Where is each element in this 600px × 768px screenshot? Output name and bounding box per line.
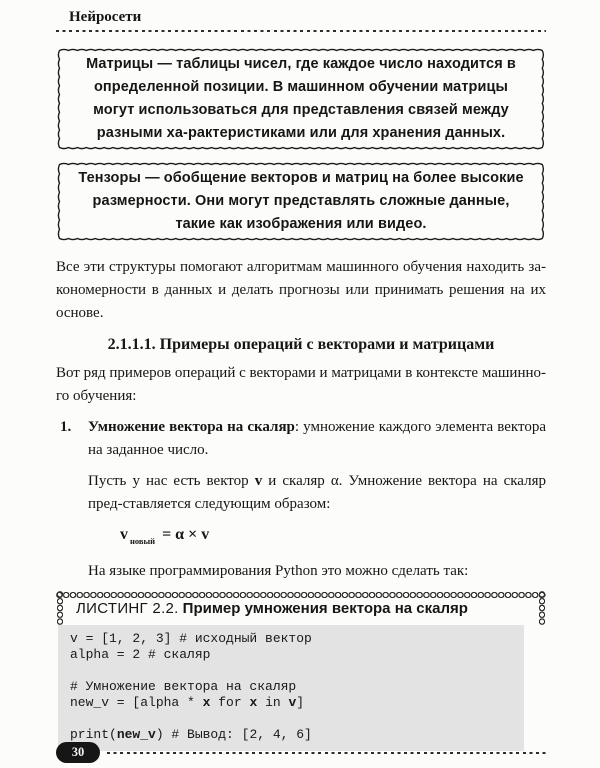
scalar-paragraph: Пусть у нас есть вектор v и скаляр α. Умножение вектора на скаляр пред-ставляется следующим образом:: [88, 473, 546, 512]
listing-title: Пример умножения вектора на скаляр: [182, 600, 468, 617]
definition-box-tensors: [56, 161, 546, 242]
code-line: new_v = [alpha * x for x in v]: [70, 695, 305, 710]
definition-box-matrices: [56, 47, 546, 151]
code-line: # Умножение вектора на скаляр: [70, 679, 297, 694]
vector-scalar-formula: v $_{новый}$ = α × v: [120, 526, 210, 546]
code-line: v = [1, 2, 3] # исходный вектор: [70, 631, 312, 646]
list-item-text: Умножение вектора на скаляр: умножение каждого элемента вектора на заданное число.: [88, 419, 546, 458]
python-intro-paragraph: На языке программирования Python это можно сделать так:: [88, 563, 469, 579]
section-heading: 2.1.1.1. Примеры операций с векторами и матрицами: [107, 336, 495, 353]
list-item-scalar-multiplication: [56, 416, 546, 462]
code-line: [70, 663, 512, 679]
definition-text: — таблицы чисел, где каждое число находится в определенной позиции. В машинном обучении матрицы могут использоваться для представления связей между разными ха-рактеристиками или для хранения данных.: [93, 56, 516, 141]
list-number: 1.: [60, 419, 72, 435]
header-divider: [56, 30, 546, 32]
footer-divider: [107, 752, 546, 754]
code-line: print(new_v) # Вывод: [2, 4, 6]: [70, 727, 312, 742]
running-header: Нейросети: [69, 9, 142, 25]
chain-border-right: [538, 591, 546, 625]
examples-intro-paragraph: Вот ряд примеров операций с векторами и матрицами в контексте машинно-го обучения:: [56, 365, 547, 404]
page-number-badge: 30: [56, 742, 100, 763]
code-block: [58, 625, 524, 751]
code-line: [70, 711, 512, 727]
definition-term: Тензоры: [78, 170, 141, 186]
intro-paragraph: Все эти структуры помогают алгоритмам машинного обучения находить за-кономерности в данных и делать прогнозы или принимать решения на их основе.: [56, 259, 546, 321]
page-footer: [56, 742, 546, 763]
code-listing: [56, 591, 546, 751]
listing-label: ЛИСТИНГ 2.2.: [76, 600, 179, 617]
chain-border-top: [56, 591, 546, 599]
code-line: alpha = 2 # скаляр: [70, 647, 211, 662]
chain-border-left: [56, 591, 64, 625]
definition-term: Матрицы: [86, 56, 154, 72]
definition-text: — обобщение векторов и матриц на более высокие размерности. Они могут представлять сложные данные, такие как изображения или видео.: [92, 170, 524, 232]
listing-header: [56, 591, 546, 625]
